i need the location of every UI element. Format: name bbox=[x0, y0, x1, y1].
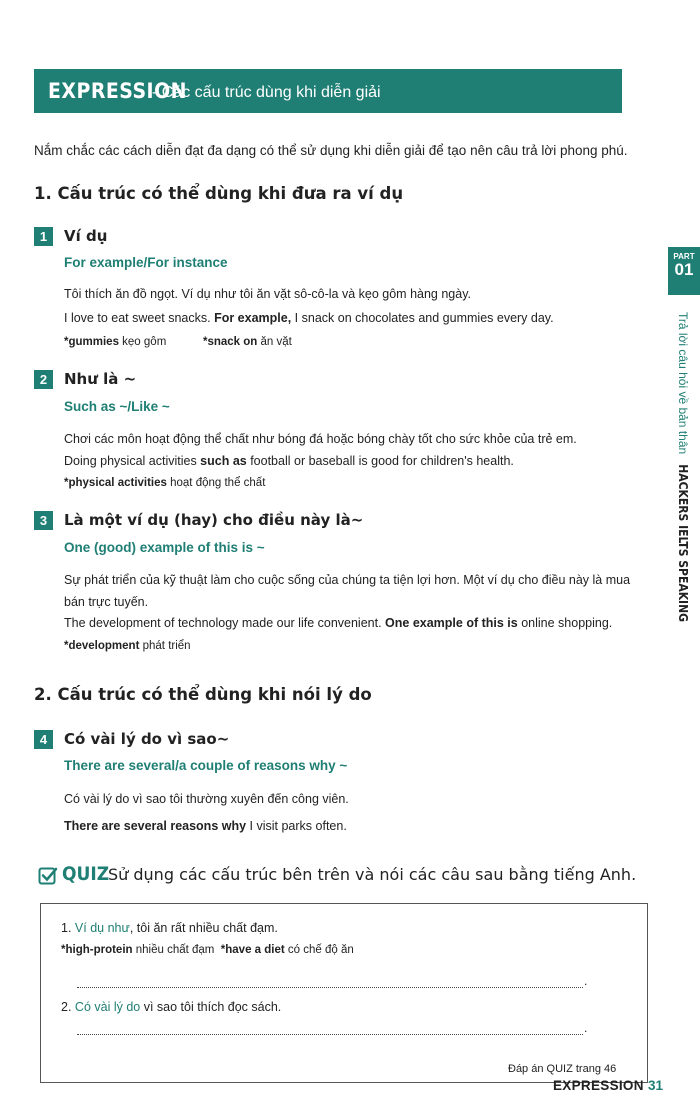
item-pattern: Such as ~/Like ~ bbox=[64, 399, 170, 414]
example-vi: Sự phát triển của kỹ thuật làm cho cuộc sống của chúng ta tiện lợi hơn. Một ví dụ cho điều này là mua bbox=[64, 573, 631, 587]
book-brand: HACKERS IELTS SPEAKING bbox=[676, 464, 690, 622]
quiz-question-2: 2. Có vài lý do vì sao tôi thích đọc sách. bbox=[61, 1000, 282, 1014]
vocab-note: *development phát triển bbox=[64, 640, 191, 652]
page-number: 31 bbox=[648, 1078, 664, 1093]
banner-title: EXPRESSION bbox=[48, 79, 187, 103]
answer-line-period: . bbox=[584, 1021, 588, 1035]
answer-line-2[interactable] bbox=[77, 1034, 583, 1035]
part-tab bbox=[668, 247, 700, 295]
vocab-note: *snack on ăn vặt bbox=[203, 336, 292, 348]
intro-text: Nắm chắc các cách diễn đạt đa dạng có thể sử dụng khi diễn giải để tạo nên câu trả lời phong phú. bbox=[34, 143, 628, 158]
item-title: Có vài lý do vì sao~ bbox=[64, 730, 230, 748]
item-number-badge: 4 bbox=[34, 730, 53, 749]
example-vi: Chơi các môn hoạt động thể chất như bóng đá hoặc bóng chày tốt cho sức khỏe của trẻ em. bbox=[64, 432, 577, 446]
item-number-badge: 3 bbox=[34, 511, 53, 530]
item-title: Ví dụ bbox=[64, 227, 108, 245]
item-number-badge: 2 bbox=[34, 370, 53, 389]
vocab-note: *gummies kẹo gôm bbox=[64, 336, 167, 348]
example-vi: Có vài lý do vì sao tôi thường xuyên đến công viên. bbox=[64, 792, 349, 806]
item-pattern: There are several/a couple of reasons why ~ bbox=[64, 758, 348, 773]
part-label: PART bbox=[673, 252, 695, 261]
answer-page-reference: Đáp án QUIZ trang 46 bbox=[508, 1063, 617, 1075]
quiz-question-1: 1. Ví dụ như, tôi ăn rất nhiều chất đạm. bbox=[61, 921, 278, 935]
item-title: Như là ~ bbox=[64, 370, 137, 388]
example-en: Doing physical activities such as football or baseball is good for children's health. bbox=[64, 454, 514, 468]
banner-subtitle: - Các cấu trúc dùng khi diễn giải bbox=[152, 84, 381, 101]
vocab-note: *physical activities hoạt động thể chất bbox=[64, 477, 266, 489]
checkbox-icon bbox=[38, 866, 58, 886]
answer-line-1[interactable] bbox=[77, 987, 583, 988]
example-vi: Tôi thích ăn đồ ngọt. Ví dụ như tôi ăn vặt sô-cô-la và kẹo gôm hàng ngày. bbox=[64, 287, 471, 301]
section-title-examples: 1. Cấu trúc có thể dùng khi đưa ra ví dụ bbox=[34, 184, 404, 203]
quiz-vocab: *high-protein nhiều chất đạm *have a diet có chế độ ăn bbox=[61, 944, 354, 956]
example-en: There are several reasons why I visit parks often. bbox=[64, 819, 347, 833]
quiz-instruction: Sử dụng các cấu trúc bên trên và nói các câu sau bằng tiếng Anh. bbox=[108, 865, 637, 884]
item-pattern: For example/For instance bbox=[64, 255, 228, 270]
example-en: I love to eat sweet snacks. For example, I snack on chocolates and gummies every day. bbox=[64, 311, 554, 325]
part-number: 01 bbox=[674, 260, 694, 279]
quiz-box bbox=[40, 903, 648, 1083]
chapter-title: Trả lời câu hỏi về bản thân bbox=[676, 312, 690, 455]
example-vi-cont: bán trực tuyến. bbox=[64, 595, 149, 609]
item-number-badge: 1 bbox=[34, 227, 53, 246]
quiz-label: QUIZ bbox=[62, 863, 110, 885]
example-en: The development of technology made our life convenient. One example of this is online shopping. bbox=[64, 616, 613, 630]
footer-section-label: EXPRESSION bbox=[553, 1078, 644, 1093]
answer-line-period: . bbox=[584, 974, 588, 988]
side-vertical-title bbox=[676, 312, 690, 622]
item-title: Là một ví dụ (hay) cho điều này là~ bbox=[64, 511, 364, 529]
section-title-reasons: 2. Cấu trúc có thể dùng khi nói lý do bbox=[34, 685, 372, 704]
item-pattern: One (good) example of this is ~ bbox=[64, 540, 265, 555]
